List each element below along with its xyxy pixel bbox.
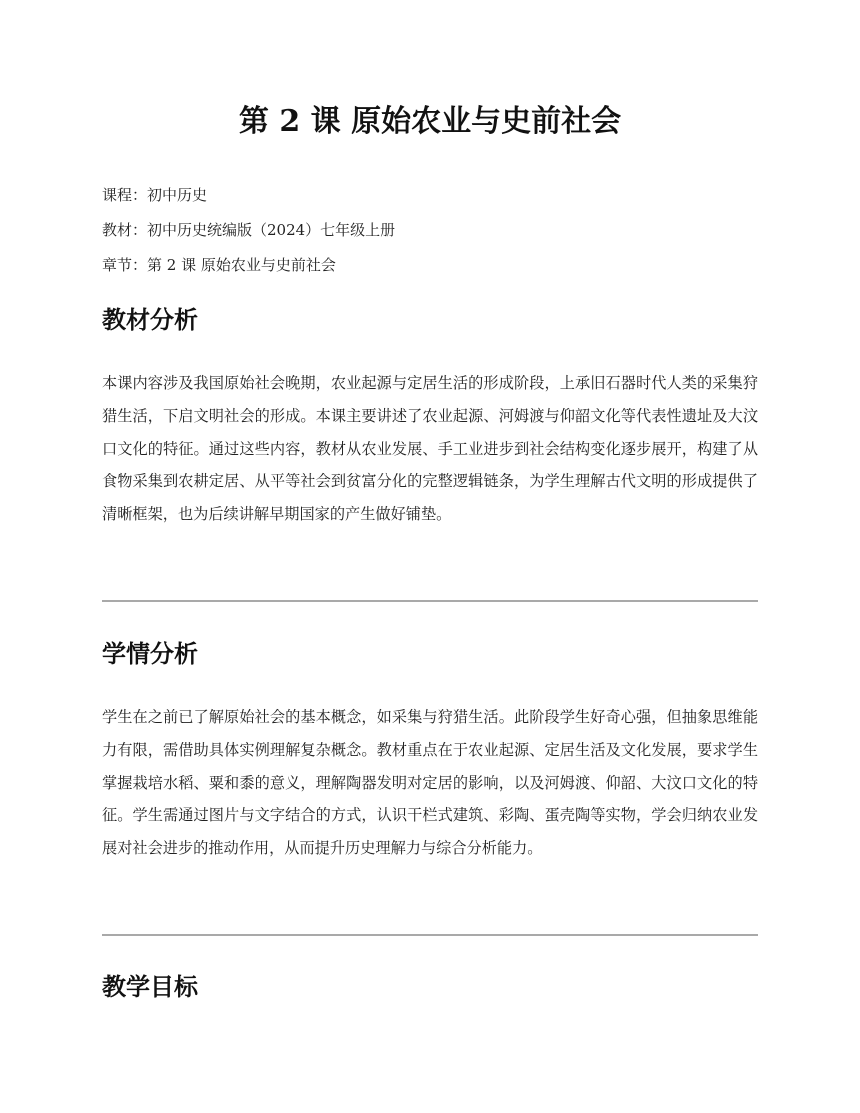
meta-chapter: 章节：第 2 课 原始农业与史前社会 — [102, 256, 336, 274]
section-heading-textbook-analysis: 教材分析 — [102, 305, 198, 334]
section-divider — [102, 934, 758, 936]
section-body-textbook-analysis: 本课内容涉及我国原始社会晚期，农业起源与定居生活的形成阶段，上承旧石器时代人类的采集狩猎生活，下启文明社会的形成。本课主要讲述了农业起源、河姆渡与仰韶文化等代表性遗址及大汶口文化的特征。通过这些内容，教材从农业发展、手工业进步到社会结构变化逐步展开，构建了从食物采集到农耕定居、从平等社会到贫富分化的完整逻辑链条，为学生理解古代文明的形成提供了清晰框架，也为后续讲解早期国家的产生做好铺垫。 — [102, 374, 758, 524]
section-divider — [102, 600, 758, 602]
section-heading-student-analysis: 学情分析 — [102, 639, 198, 668]
meta-course: 课程：初中历史 — [102, 186, 208, 204]
document-meta — [102, 181, 758, 286]
page-title: 第 2 课 原始农业与史前社会 — [238, 104, 622, 139]
section-body-student-analysis: 学生在之前已了解原始社会的基本概念，如采集与狩猎生活。此阶段学生好奇心强，但抽象思维能力有限，需借助具体实例理解复杂概念。教材重点在于农业起源、定居生活及文化发展，要求学生掌握栽培水稻、粟和黍的意义，理解陶器发明对定居的影响，以及河姆渡、仰韶、大汶口文化的特征。学生需通过图片与文字结合的方式，认识干栏式建筑、彩陶、蛋壳陶等实物，学会归纳农业发展对社会进步的推动作用，从而提升历史理解力与综合分析能力。 — [102, 708, 758, 858]
meta-textbook: 教材：初中历史统编版（2024）七年级上册 — [102, 221, 396, 239]
section-heading-teaching-objectives: 教学目标 — [102, 972, 198, 1001]
